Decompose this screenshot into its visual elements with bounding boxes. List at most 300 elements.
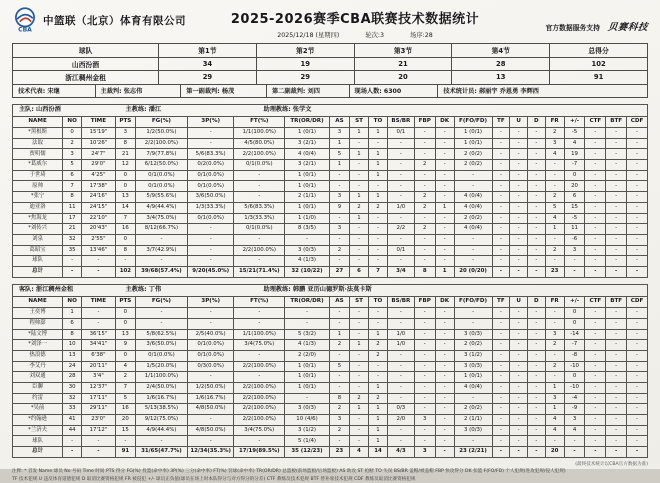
stat-cell: 2 [329, 340, 349, 351]
stat-cell: 2/5(40.0%) [187, 329, 233, 340]
stat-cell: - [350, 245, 369, 256]
stat-cell: - [454, 170, 492, 181]
stat-cell: - [82, 447, 116, 458]
quarter-score-cell: 34 [159, 57, 257, 71]
stat-cell: - [510, 202, 528, 213]
stat-cell: 5 (3/2) [285, 329, 330, 340]
stat-cell: - [527, 382, 545, 393]
team-info-cell [13, 104, 648, 116]
stat-cell: - [234, 318, 285, 329]
stat-cell: - [627, 138, 648, 149]
stat-cell: - [510, 340, 528, 351]
player-name-cell: 原帅 [13, 181, 63, 192]
stat-cell: 2 (0/2) [454, 149, 492, 160]
stat-cell: 17 [63, 213, 82, 224]
stat-cell: - [606, 192, 627, 203]
stat-cell: 24'16" [82, 192, 116, 203]
stat-cell: 3 [414, 415, 435, 426]
stat-cell: - [435, 170, 454, 181]
stat-cell: 3 [329, 128, 349, 139]
stat-cell: - [510, 128, 528, 139]
stat-cell: 0/1(0.0%) [187, 340, 233, 351]
player-row [13, 149, 648, 160]
stat-cell: - [627, 361, 648, 372]
stat-cell: 0 [115, 350, 135, 361]
stat-cell: 7 [115, 213, 135, 224]
stat-cell: - [414, 149, 435, 160]
stat-cell: - [435, 372, 454, 383]
stat-cell: - [606, 329, 627, 340]
player-name-cell: 刘泉 [13, 234, 63, 245]
stat-cell: 1 (0/1) [454, 138, 492, 149]
stat-cell: - [627, 436, 648, 447]
stat-cell: - [387, 361, 414, 372]
stat-cell: - [387, 318, 414, 329]
stat-cell: - [285, 234, 330, 245]
stat-cell: 12/34(35.3%) [187, 447, 233, 458]
stat-cell: 5 [115, 393, 135, 404]
team-name-cell: 浙江稠州金租 [13, 71, 159, 85]
disclaimer: (最终技术统计以CBA官方数据为准) [12, 461, 648, 467]
stat-cell: 1 [368, 128, 387, 139]
stat-cell: - [454, 181, 492, 192]
official-cell: 主裁判: 张志伟 [95, 84, 181, 97]
player-name-cell: *兰济夫 [13, 425, 63, 436]
stat-cell: 15 [115, 425, 135, 436]
player-row [13, 181, 648, 192]
stat-cell: - [329, 181, 349, 192]
stat-cell: - [387, 192, 414, 203]
stat-cell: - [387, 234, 414, 245]
stat-cell: 1 [368, 160, 387, 171]
stat-cell: - [492, 318, 510, 329]
player-name-cell: 李艾丹 [13, 361, 63, 372]
stat-cell: 3 (0/3) [285, 404, 330, 415]
player-row [13, 202, 648, 213]
stat-cell: - [492, 213, 510, 224]
stat-cell: - [368, 372, 387, 383]
stat-cell: 4 [545, 425, 564, 436]
cba-logo-icon [12, 7, 38, 33]
stat-cell: 4 (1/3) [285, 340, 330, 351]
stat-col-header: FT(%) [234, 116, 285, 128]
stat-cell: 4 (1/3) [285, 256, 330, 267]
stat-cell: - [414, 372, 435, 383]
stat-cell: - [510, 318, 528, 329]
page-title: 2025-2026赛季CBA联赛技术数据统计 [212, 8, 498, 27]
stat-cell: - [545, 256, 564, 267]
stat-cell: - [329, 308, 349, 319]
stat-cell: - [135, 234, 187, 245]
stat-cell: - [585, 382, 606, 393]
stat-cell: 5 [545, 202, 564, 213]
stat-cell: 20 [564, 181, 585, 192]
stat-cell: 3/4(75.0%) [234, 425, 285, 436]
stat-cell: - [606, 160, 627, 171]
stat-cell: - [115, 436, 135, 447]
company-name: 中篮联（北京）体育有限公司 [43, 13, 186, 28]
stat-cell: - [527, 213, 545, 224]
stat-cell: 3 [329, 224, 349, 235]
player-row [13, 128, 648, 139]
stat-cell: 3 (0/3) [454, 329, 492, 340]
stat-cell: 1 [350, 192, 369, 203]
stat-cell: - [492, 382, 510, 393]
stat-cell: 21 [115, 149, 135, 160]
stat-cell: - [627, 350, 648, 361]
stat-cell: - [627, 181, 648, 192]
stat-cell: - [329, 318, 349, 329]
stat-cell: 17'38" [82, 181, 116, 192]
stat-cell: 4 (0/4) [454, 202, 492, 213]
stat-cell: 3 [115, 128, 135, 139]
stat-cell: - [527, 170, 545, 181]
stat-cell: - [627, 170, 648, 181]
stat-cell: 4 [545, 415, 564, 426]
stat-cell: 102 [115, 266, 135, 277]
stat-cell: 29'11" [82, 404, 116, 415]
stat-cell: 20'43" [82, 224, 116, 235]
stat-cell: 0 [115, 234, 135, 245]
stat-cell: 0/1(0.0%) [135, 350, 187, 361]
stat-cell: - [585, 256, 606, 267]
stat-cell: - [585, 181, 606, 192]
stat-cell: - [585, 234, 606, 245]
stat-col-header: BTF [606, 296, 627, 308]
stat-cell: - [414, 361, 435, 372]
stat-cell: 0/1(0.0%) [187, 181, 233, 192]
stat-cell: - [606, 447, 627, 458]
player-name-cell: 法取 [13, 138, 63, 149]
stat-cell: - [454, 393, 492, 404]
player-name-cell: *张宁 [13, 192, 63, 203]
player-name-cell: 贾明儒 [13, 149, 63, 160]
stat-cell: 4/5(80.0%) [234, 138, 285, 149]
stat-cell: 3 (2/1) [285, 138, 330, 149]
stat-cell: - [585, 224, 606, 235]
stat-cell: - [510, 382, 528, 393]
stat-cell: 11 [63, 202, 82, 213]
stat-col-header: DK [435, 116, 454, 128]
stat-cell: 4/8(50.0%) [187, 425, 233, 436]
stat-cell: - [606, 170, 627, 181]
stat-cell: 2/2(100.0%) [234, 393, 285, 404]
player-row [13, 361, 648, 372]
stat-cell: -7 [564, 160, 585, 171]
stat-cell: - [82, 266, 116, 277]
stat-cell: - [606, 181, 627, 192]
stat-cell: 5 (1/4) [285, 436, 330, 447]
stat-cell: 3/6(50.0%) [135, 340, 187, 351]
stat-col-header: 3P(%) [187, 116, 233, 128]
stat-cell: 7 [63, 181, 82, 192]
stat-cell: - [329, 350, 349, 361]
stat-cell: - [387, 170, 414, 181]
stat-cell: - [435, 329, 454, 340]
stat-cell: 7 [368, 266, 387, 277]
stat-col-header: +/- [564, 116, 585, 128]
stat-cell: - [234, 436, 285, 447]
stat-cell: 1/3(33.3%) [187, 202, 233, 213]
stat-cell: - [585, 318, 606, 329]
stat-cell: - [585, 415, 606, 426]
stat-cell: - [510, 329, 528, 340]
stat-cell: - [350, 181, 369, 192]
stat-cell: - [350, 415, 369, 426]
stat-col-header: FG(%) [135, 296, 187, 308]
stat-cell: 0/1(0.0%) [234, 160, 285, 171]
stat-cell: - [350, 372, 369, 383]
stat-cell: - [454, 436, 492, 447]
stat-cell: 球队 [13, 436, 63, 447]
stat-cell: 0/1(0.0%) [135, 181, 187, 192]
stat-cell: 3 [63, 149, 82, 160]
stat-cell: - [387, 425, 414, 436]
stat-cell: - [435, 245, 454, 256]
stat-cell: - [82, 308, 116, 319]
stat-cell: - [350, 234, 369, 245]
stat-col-header: FG(%) [135, 116, 187, 128]
stat-cell: 4 [564, 138, 585, 149]
stat-cell: - [510, 181, 528, 192]
stat-cell: 17/19(89.5%) [234, 447, 285, 458]
stat-cell: - [564, 266, 585, 277]
stat-cell: 4 [350, 447, 369, 458]
stat-cell: - [527, 361, 545, 372]
stat-cell: - [435, 318, 454, 329]
stat-cell: - [527, 393, 545, 404]
stat-col-header: CDF [627, 296, 648, 308]
stat-cell: 6 [63, 318, 82, 329]
stat-cell: - [234, 372, 285, 383]
stat-cell: - [585, 372, 606, 383]
stat-cell: - [492, 170, 510, 181]
stat-cell: 2 (0/2) [454, 213, 492, 224]
stat-cell: 3 (0/3) [454, 361, 492, 372]
stat-cell: - [527, 160, 545, 171]
stat-col-header: FR [545, 116, 564, 128]
stat-cell: - [435, 138, 454, 149]
stat-cell: - [564, 447, 585, 458]
stat-cell: 20 [115, 415, 135, 426]
stat-cell: 1/1(100.0%) [135, 372, 187, 383]
stat-cell: 4 [564, 425, 585, 436]
stat-cell: 6 [564, 192, 585, 203]
stat-cell: - [387, 149, 414, 160]
stat-cell: 0 [115, 181, 135, 192]
stat-cell: 3/4(75.0%) [135, 213, 187, 224]
stat-cell: 35 (12/23) [285, 447, 330, 458]
legend-notes [12, 468, 648, 483]
stat-cell: 2 [115, 372, 135, 383]
stat-cell: - [545, 308, 564, 319]
score-table [12, 43, 648, 85]
stat-cell: 32 [63, 393, 82, 404]
sheet-header [12, 7, 648, 41]
stat-cell: - [627, 213, 648, 224]
stat-cell: - [234, 256, 285, 267]
stat-cell: - [585, 202, 606, 213]
stat-cell: - [627, 415, 648, 426]
stat-cell: - [454, 318, 492, 329]
stat-cell: 1 [435, 266, 454, 277]
officials-row [13, 84, 648, 97]
stat-col-header: TR(OR/DR) [285, 116, 330, 128]
team-label: 客队: 浙江稠州金租 [19, 287, 126, 293]
stat-cell: 5 [329, 149, 349, 160]
stat-cell: 2 (0/2) [454, 404, 492, 415]
stat-cell: - [329, 256, 349, 267]
stat-cell: 17'11" [82, 393, 116, 404]
stat-cell: - [135, 308, 187, 319]
stat-cell: - [350, 308, 369, 319]
stat-cell: 2 [545, 340, 564, 351]
stat-cell: - [414, 170, 435, 181]
stat-cell: 2 (1/1) [285, 192, 330, 203]
player-row [13, 415, 648, 426]
stat-cell: - [606, 256, 627, 267]
stat-cell: - [435, 160, 454, 171]
stat-header-row [13, 296, 648, 308]
stat-cell: - [510, 256, 528, 267]
stat-cell: - [606, 213, 627, 224]
company-block [12, 7, 212, 33]
stat-cell: - [414, 404, 435, 415]
match-round: 轮次:3 [365, 30, 384, 39]
stat-cell: - [115, 256, 135, 267]
stat-cell: 1/5(20.0%) [135, 361, 187, 372]
stat-cell: 14 [368, 447, 387, 458]
stat-cell: 3/4 [387, 266, 414, 277]
stat-cell: - [527, 329, 545, 340]
stat-cell: 9 [329, 202, 349, 213]
stat-cell: - [527, 256, 545, 267]
stat-cell: - [510, 308, 528, 319]
stat-cell: - [414, 245, 435, 256]
stat-cell: - [350, 256, 369, 267]
stat-cell: 4 [545, 213, 564, 224]
stat-col-header: U [510, 116, 528, 128]
stat-cell: - [414, 329, 435, 340]
stat-cell: - [135, 318, 187, 329]
team-name-cell: 山西汾酒 [13, 57, 159, 71]
stat-cell: - [387, 256, 414, 267]
stat-cell: - [510, 415, 528, 426]
stat-cell: - [492, 192, 510, 203]
stat-cell: 3 [414, 447, 435, 458]
stat-cell: - [564, 436, 585, 447]
stat-cell: - [510, 436, 528, 447]
stat-cell: - [606, 393, 627, 404]
stat-cell: - [510, 170, 528, 181]
stat-cell: 3 [545, 393, 564, 404]
stat-cell: 0/1(0.0%) [187, 170, 233, 181]
stat-col-header: NAME [13, 116, 63, 128]
stat-cell: 14 [115, 202, 135, 213]
stat-cell: 32 (10/22) [285, 266, 330, 277]
stat-cell: - [510, 224, 528, 235]
player-row [13, 213, 648, 224]
stat-cell: - [435, 213, 454, 224]
stat-cell: 23 [545, 266, 564, 277]
stat-cell: - [234, 192, 285, 203]
quarter-score-cell: 29 [256, 71, 354, 85]
player-name-cell: *葛威尔 [13, 160, 63, 171]
stat-cell: 0 [115, 308, 135, 319]
stat-cell: 3 [545, 138, 564, 149]
stat-cell: 2 [368, 340, 387, 351]
stat-cell: 13 [115, 329, 135, 340]
stat-cell: 4/8(50.0%) [187, 404, 233, 415]
stat-cell: - [187, 224, 233, 235]
stat-cell: - [414, 382, 435, 393]
stat-cell: 0/1 [387, 245, 414, 256]
stat-cell: 3 (0/3) [285, 245, 330, 256]
stat-cell: - [492, 447, 510, 458]
stat-cell: - [454, 308, 492, 319]
stat-cell: 10 (4/6) [285, 415, 330, 426]
player-row [13, 245, 648, 256]
stat-cell: - [329, 170, 349, 181]
stat-cell: - [527, 372, 545, 383]
stat-cell: 4/9(44.4%) [135, 425, 187, 436]
stat-cell: 10'26" [82, 138, 116, 149]
stat-cell: - [387, 181, 414, 192]
stat-cell: 3 (1/2) [285, 425, 330, 436]
stat-cell: - [510, 149, 528, 160]
stat-cell: - [435, 382, 454, 393]
stat-cell: 0 [564, 170, 585, 181]
score-col-header: 第1节 [159, 44, 257, 58]
stat-cell: 1 (0/1) [285, 382, 330, 393]
stat-cell: - [82, 318, 116, 329]
stat-cell: - [329, 234, 349, 245]
stat-cell: - [627, 308, 648, 319]
stat-cell: 2 [329, 425, 349, 436]
stat-cell: - [350, 425, 369, 436]
player-row [13, 393, 648, 404]
stat-cell: - [414, 256, 435, 267]
stat-cell: 0/1 [387, 128, 414, 139]
stat-cell: - [510, 372, 528, 383]
stat-col-header: TF [492, 296, 510, 308]
stat-cell: 4 (0/4) [454, 192, 492, 203]
stat-cell: - [585, 447, 606, 458]
player-name-cell: 热浪德 [13, 350, 63, 361]
stat-cell: 41 [63, 415, 82, 426]
stat-cell: - [368, 256, 387, 267]
stat-col-header: TIME [82, 296, 116, 308]
stat-cell: 1/1(100.0%) [234, 128, 285, 139]
stat-cell: - [606, 202, 627, 213]
stat-cell: - [492, 266, 510, 277]
stat-cell: 23'0" [82, 415, 116, 426]
quarter-score-cell: 19 [256, 57, 354, 71]
stat-col-header: AS [329, 116, 349, 128]
team-label: 主队: 山西汾酒 [19, 107, 126, 113]
stat-cell: 1 [350, 149, 369, 160]
stat-cell: - [387, 382, 414, 393]
stat-cell: 2 [414, 224, 435, 235]
stat-cell: 0 [564, 372, 585, 383]
quarter-score-cell: 20 [354, 71, 452, 85]
quarter-score-cell: 21 [354, 57, 452, 71]
stat-col-header: NO [63, 296, 82, 308]
stat-cell: 33 [63, 404, 82, 415]
stat-cell: - [414, 213, 435, 224]
stat-cell: 2 [414, 202, 435, 213]
stat-cell: - [285, 308, 330, 319]
